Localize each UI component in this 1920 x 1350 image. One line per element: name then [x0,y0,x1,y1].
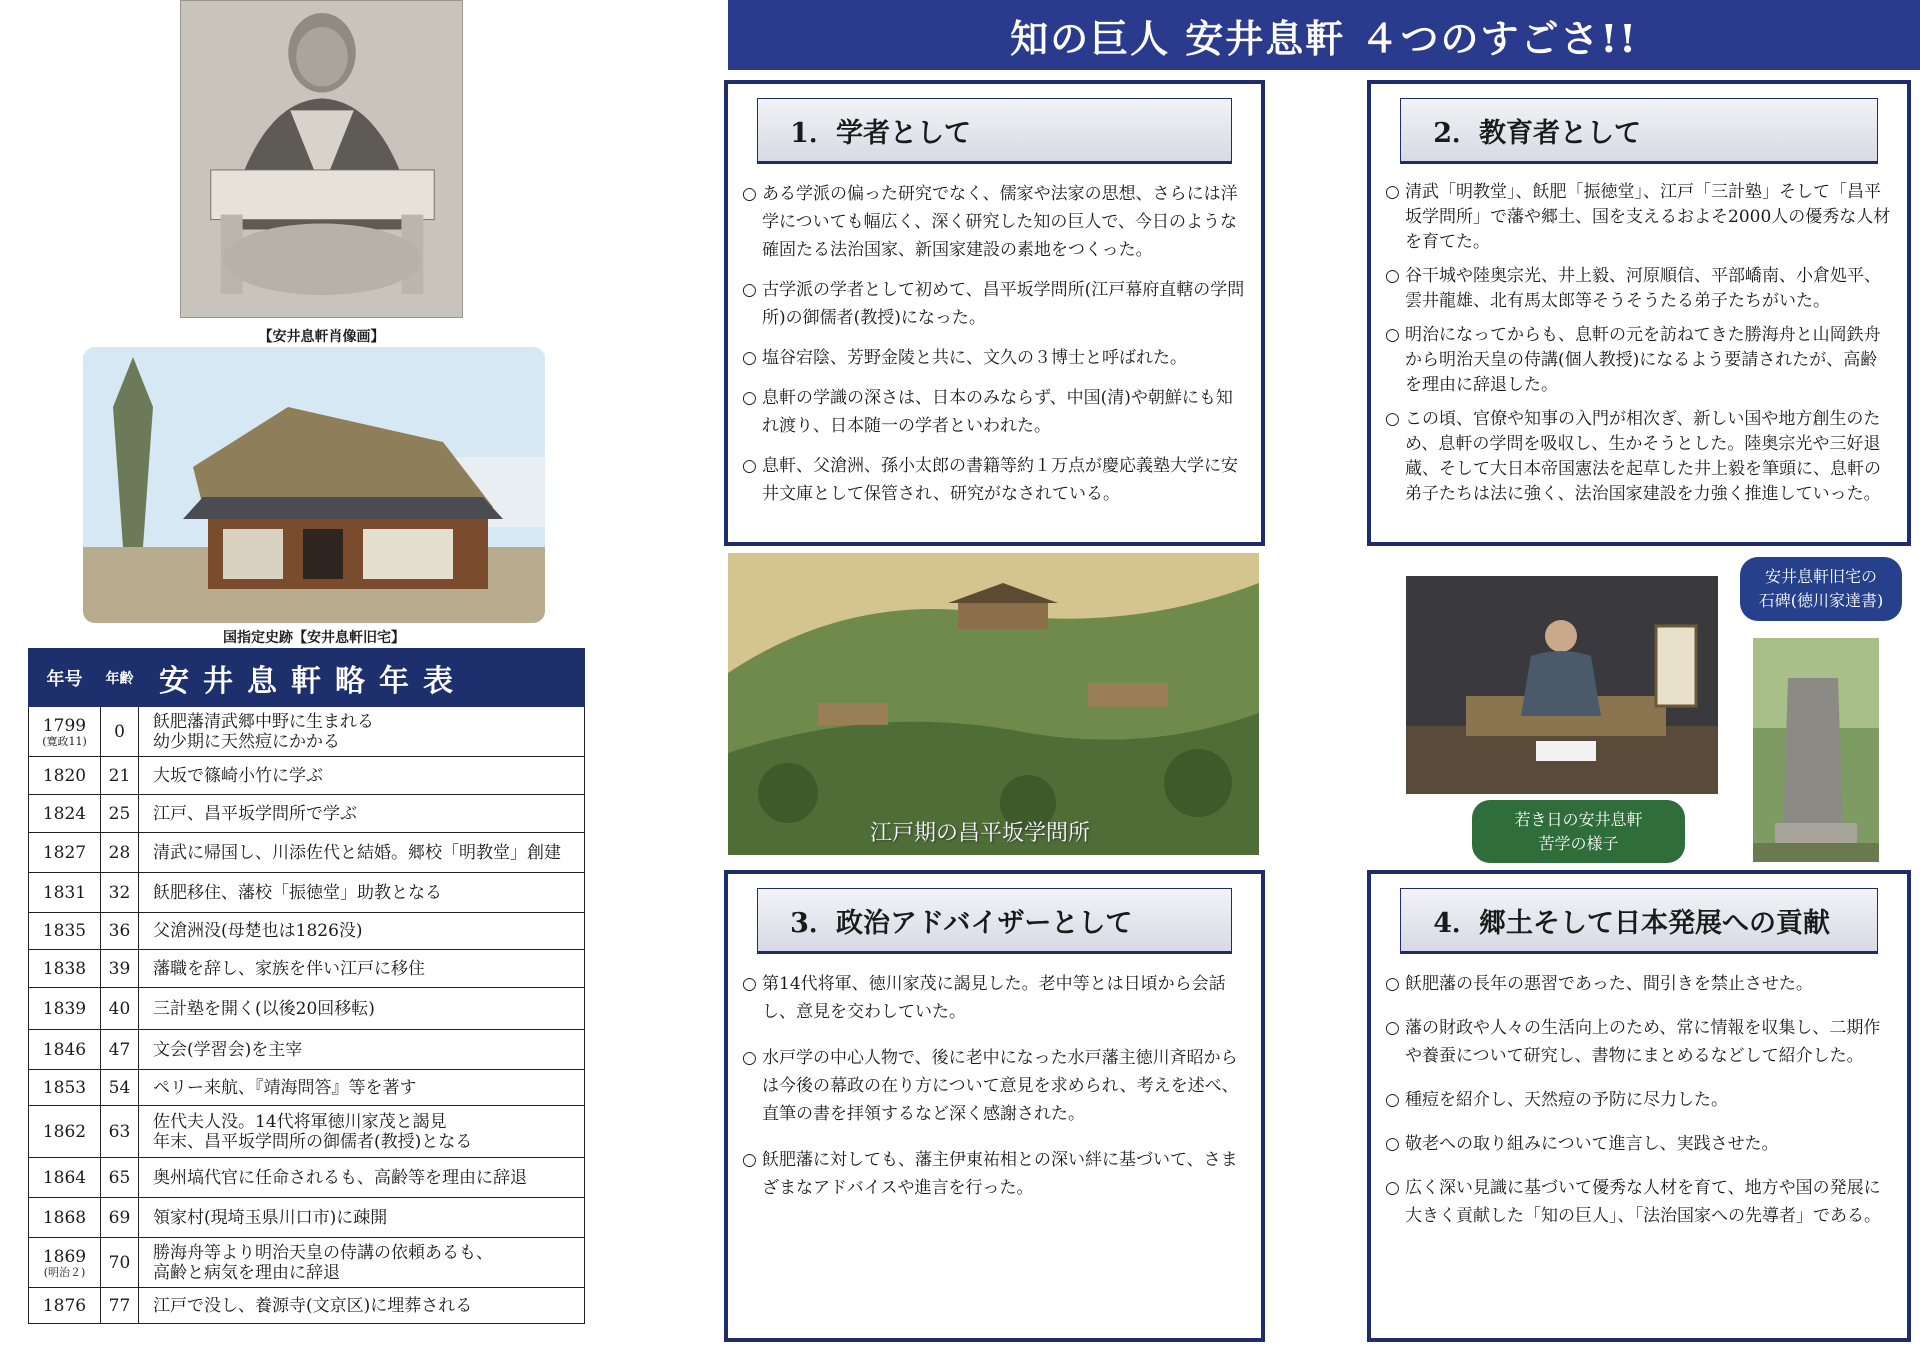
row-year: 1876 [42,1295,87,1316]
row-event: 奥州塙代官に任命されるも、高齢等を理由に辞退 [139,1158,585,1198]
row-year: 1862 [42,1121,87,1142]
panel-heading: 4．郷土そして日本発展への貢献 [1400,888,1878,954]
list-item: ○ 敬老への取り組みについて進言し、実践させた。 [1385,1134,1779,1154]
portrait-drawing [181,1,462,317]
row-event: 佐代夫人没。14代将軍徳川家茂と謁見 年末、昌平坂学問所の御儒者(教授)となる [139,1106,585,1158]
row-event: 飫肥移住、藩校「振徳堂」助教となる [139,873,585,913]
list-item: ○ 藩の財政や人々の生活向上のため、常に情報を収集し、二期作や養蚕について研究し、書物にまとめるなどして紹介した。 [1385,1018,1881,1066]
row-age: 21 [101,757,139,795]
page-title: 知の巨人 安井息軒 ４つのすごさ!! [728,0,1920,70]
table-row [29,913,585,950]
list-item: ○ 谷干城や陸奥宗光、井上毅、河原順信、平部嶠南、小倉処平、雲井龍雄、北有馬太郎等そうそうたる弟子たちがいた。 [1385,266,1881,311]
list-item: ○ 息軒の学識の深さは、日本のみならず、中国(清)や朝鮮にも知れ渡り、日本随一の学者といわれた。 [742,388,1233,436]
table-row [29,1288,585,1324]
table-row [29,1070,585,1106]
edo-caption: 江戸期の昌平坂学問所 [870,821,1091,846]
list-item: ○ 第14代将軍、徳川家茂に謁見した。老中等とは日頃から会話し、意見を交わしていた。 [742,974,1226,1022]
panel-list [1385,970,1893,1230]
row-event: 江戸、昌平坂学問所で学ぶ [139,795,585,833]
panel-heading: 1．学者として [757,98,1232,164]
list-item: ○ 塩谷宕陰、芳野金陵と共に、文久の３博士と呼ばれた。 [742,348,1187,368]
row-age: 63 [101,1106,139,1158]
row-year: 1868 [42,1207,87,1228]
portrait-caption: 【安井息軒肖像画】 [258,329,385,345]
monument-drawing [1753,638,1879,862]
header-year: 年号 [29,649,101,707]
panel-heading: 3．政治アドバイザーとして [757,888,1232,954]
row-year: 1820 [42,765,87,786]
panel-educator [1367,80,1911,546]
table-row [29,833,585,873]
portrait-image [180,0,463,318]
row-age: 25 [101,795,139,833]
list-item: ○ 清武「明教堂」、飫肥「振徳堂」、江戸「三計塾」そして「昌平坂学問所」で藩や郷土、国を支えるおよそ2000人の優秀な人材を育てた。 [1385,182,1891,252]
row-era: (明治２) [43,1265,86,1279]
table-row [29,873,585,913]
row-age: 69 [101,1198,139,1238]
row-event: ペリー来航、『靖海問答』等を著す [139,1070,585,1106]
row-year: 1827 [42,842,87,863]
row-year: 1831 [42,882,87,903]
table-row [29,1030,585,1070]
list-item: ○ 広く深い見識に基づいて優秀な人材を育て、地方や国の発展に大きく貢献した「知の巨人」、「法治国家への先導者」である。 [1385,1178,1881,1226]
panel-scholar [724,80,1265,546]
row-event: 大坂で篠崎小竹に学ぶ [139,757,585,795]
monument-label: 安井息軒旧宅の 石碑(徳川家達書) [1740,557,1902,621]
row-age: 0 [101,707,139,757]
row-era: (寛政11) [42,734,87,748]
row-age: 54 [101,1070,139,1106]
row-age: 28 [101,833,139,873]
row-event: 父滄洲没(母楚也は1826没) [139,913,585,950]
chronology-table [28,648,585,1324]
house-drawing [83,347,545,623]
list-item: ○ 飫肥藩に対しても、藩主伊東祐相との深い絆に基づいて、さまざまなアドバイスや進言を行った。 [742,1150,1238,1198]
row-event: 領家村(現埼玉県川口市)に疎開 [139,1198,585,1238]
table-row [29,1158,585,1198]
row-event: 勝海舟等より明治天皇の侍講の依頼あるも、 高齢と病気を理由に辞退 [139,1238,585,1288]
panel-political-adviser [724,870,1265,1342]
chronology-title: 安井息軒略年表 [139,649,585,707]
row-age: 36 [101,913,139,950]
row-year: 1799 [42,715,87,736]
list-item: ○ ある学派の偏った研究でなく、儒家や法家の思想、さらには洋学についても幅広く、深く研究した知の巨人で、今日のような確固たる法治国家、新国家建設の素地をつくった。 [742,184,1238,260]
house-caption: 国指定史跡【安井息軒旧宅】 [223,630,405,646]
panel-list [742,180,1247,508]
row-year: 1853 [42,1077,87,1098]
study-photo [1406,576,1718,794]
row-year: 1864 [42,1167,87,1188]
header-age: 年齢 [101,649,139,707]
row-year: 1824 [42,803,87,824]
row-event: 藩職を辞し、家族を伴い江戸に移住 [139,950,585,988]
row-event: 清武に帰国し、川添佐代と結婚。郷校「明教堂」創建 [139,833,585,873]
row-age: 70 [101,1238,139,1288]
row-event: 飫肥藩清武郷中野に生まれる 幼少期に天然痘にかかる [139,707,585,757]
chronology-header-row [29,649,585,707]
list-item: ○ 古学派の学者として初めて、昌平坂学問所(江戸幕府直轄の学問所)の御儒者(教授)になった。 [742,280,1245,328]
list-item: ○ 息軒、父滄洲、孫小太郎の書籍等約１万点が慶応義塾大学に安井文庫として保管され、研究がなされている。 [742,456,1238,504]
row-event: 江戸で没し、養源寺(文京区)に埋葬される [139,1288,585,1324]
table-row [29,795,585,833]
list-item: ○ 水戸学の中心人物で、後に老中になった水戸藩主徳川斉昭からは今後の幕政の在り方について意見を求められ、考えを述べ、直筆の書を拝領するなど深く感謝された。 [742,1048,1239,1124]
row-year: 1869 [42,1246,87,1267]
table-row [29,1198,585,1238]
row-year: 1838 [42,958,87,979]
edo-painting-drawing [728,553,1259,855]
table-row [29,950,585,988]
list-item: ○ 飫肥藩の長年の悪習であった、間引きを禁止させた。 [1385,974,1813,994]
row-age: 47 [101,1030,139,1070]
list-item: ○ 種痘を紹介し、天然痘の予防に尽力した。 [1385,1090,1728,1110]
row-year: 1846 [42,1039,87,1060]
row-age: 65 [101,1158,139,1198]
monument-photo [1753,638,1879,862]
left-column [0,0,640,1350]
row-age: 77 [101,1288,139,1324]
row-year: 1839 [42,998,87,1019]
table-row [29,707,585,757]
study-photo-drawing [1406,576,1718,794]
row-age: 39 [101,950,139,988]
table-row [29,988,585,1030]
panel-list [742,970,1247,1202]
table-row [29,1106,585,1158]
row-event: 文会(学習会)を主宰 [139,1030,585,1070]
edo-painting [728,553,1259,855]
row-age: 40 [101,988,139,1030]
row-event: 三計塾を開く(以後20回移転) [139,988,585,1030]
row-year: 1835 [42,921,87,941]
list-item: ○ 明治になってからも、息軒の元を訪ねてきた勝海舟と山岡鉄舟から明治天皇の侍講(個人教授)になるよう要請されたが、高齢を理由に辞退した。 [1385,325,1881,395]
panel-contribution [1367,870,1911,1342]
list-item: ○ この頃、官僚や知事の入門が相次ぎ、新しい国や地方創生のため、息軒の学問を吸収し、生かそうとした。陸奥宗光や三好退蔵、そして大日本帝国憲法を起草した井上毅を筆頭に、息軒の弟子たちは法に強く、法治国家建設を力強く推進していった。 [1385,409,1881,504]
table-row [29,757,585,795]
row-age: 32 [101,873,139,913]
house-photo [83,347,545,623]
table-row [29,1238,585,1288]
study-label: 若き日の安井息軒 苦学の様子 [1472,800,1685,863]
panel-list [1385,180,1893,507]
panel-heading: 2．教育者として [1400,98,1878,164]
